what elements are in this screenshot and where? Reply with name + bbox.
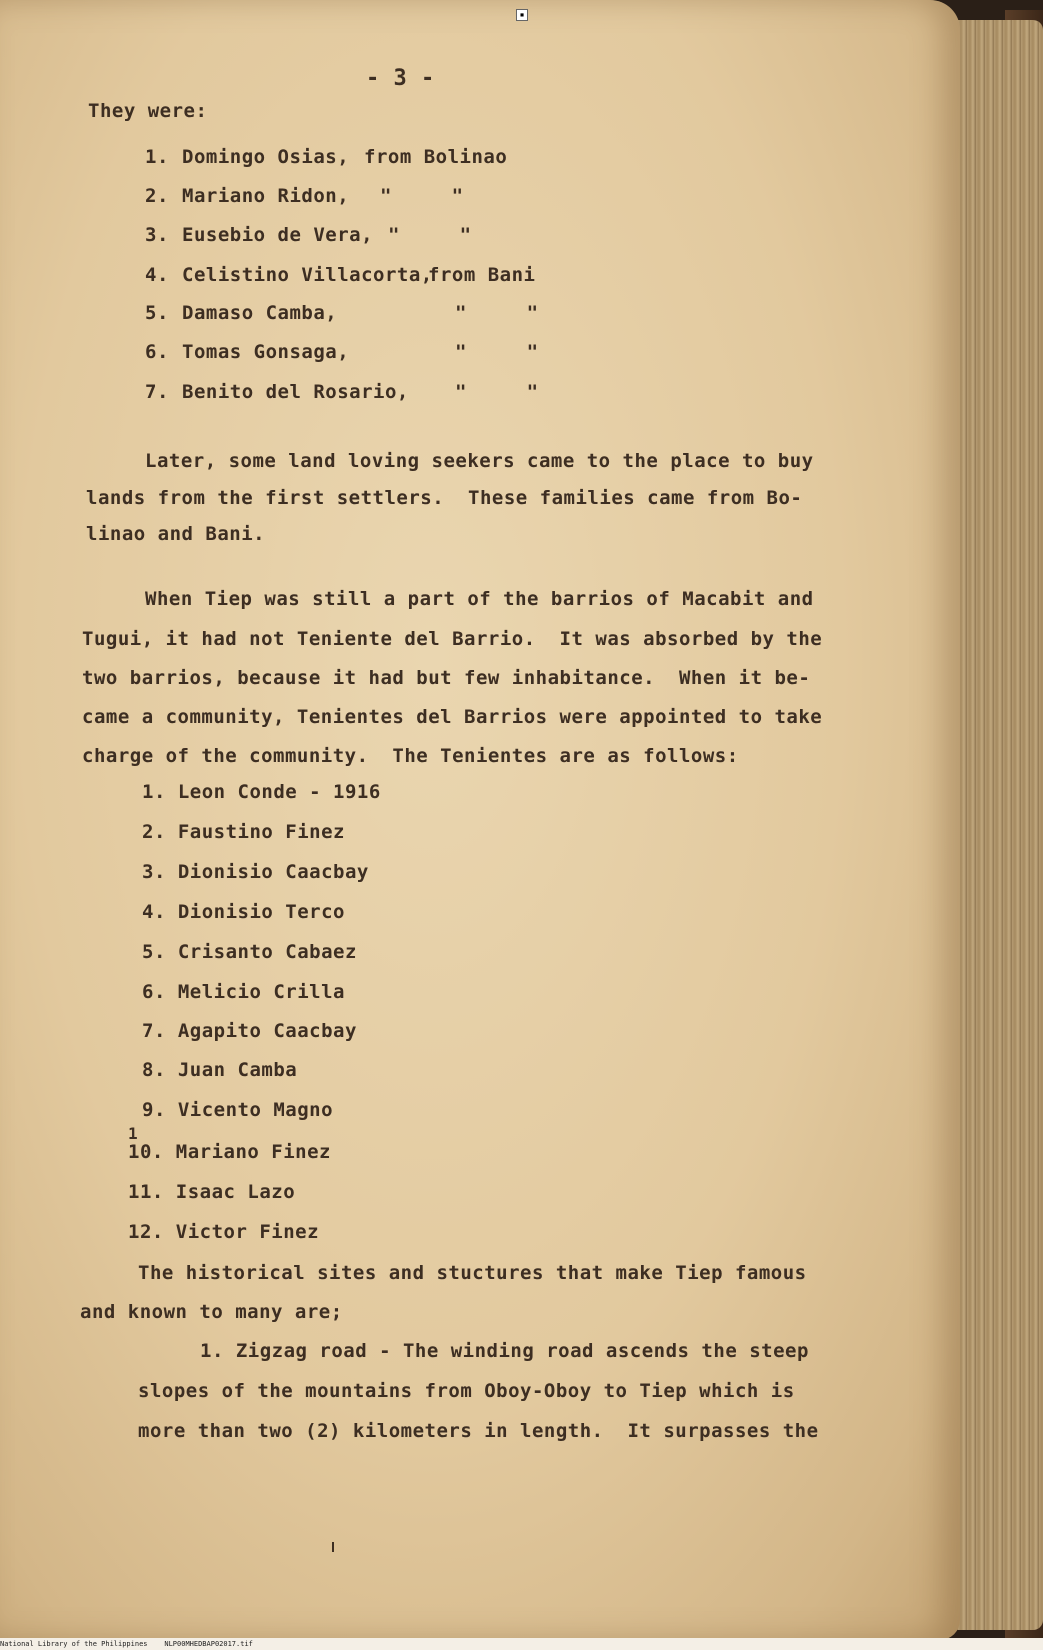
list-item: 9. Vicento Magno: [142, 1099, 334, 1121]
margin-mark: 1: [128, 1124, 139, 1143]
scan-marker-icon: ▪: [516, 9, 528, 21]
list-item: 8. Juan Camba: [142, 1059, 298, 1081]
intro-line: They were:: [88, 100, 208, 122]
ink-mark: [332, 1542, 334, 1552]
list-item: 11. Isaac Lazo: [128, 1181, 296, 1203]
list-item: 3. Dionisio Caacbay: [142, 861, 369, 883]
list-item: 5. Crisanto Cabaez: [142, 941, 357, 963]
list-item: 7. Agapito Caacbay: [142, 1020, 357, 1042]
scan-footer: [0, 1638, 1043, 1650]
list-item: 1. Leon Conde - 1916: [142, 781, 381, 803]
list-item: 10. Mariano Finez: [128, 1141, 331, 1163]
document-page: - 3 - They were: 1. Domingo Osias, from Bolinao 2. Mariano Ridon, " " 3. Eusebio de Vera, " " 4. Celistino Villacorta, from Bani 5. Damaso Camba, " " 6. Tomas Gonsaga, " " 7. Benito del Rosario, " " Later, some land loving seekers came to the place to buy lands from the first settlers. These families came from Bo- linao and Bani. When Tiep was still a part of the barrios of Macabit and Tugui, it had not Teniente del Barrio. It was absorbed by the two barrios, because it had but few inhabitance. When it be- came a community, Tenientes del Barrios were appointed to take charge of the community. The Tenientes are as follows: 1. Leon Conde - 1916 2. Faustino Finez 3. Dionisio Caacbay 4. Dionisio Terco 5. Crisanto Cabaez 6. Melicio Crilla 7. Agapito Caacbay 8. Juan Camba 9. Vicento Magno 1 10. Mariano Finez 11. Isaac Lazo 12. Victor Finez The historical sites and stuctures that make Tiep famous and known to many are; 1. Zigzag road - The winding road ascends the steep slopes of the mountains from Oboy-Oboy to Tiep which is more than two (2) kilometers in length. It surpasses the: [0, 0, 960, 1640]
footer-source: National Library of the Philippines: [0, 1640, 148, 1648]
page-number: - 3 -: [366, 66, 435, 91]
list-item: 12. Victor Finez: [128, 1221, 320, 1243]
list-item: 4. Dionisio Terco: [142, 901, 345, 923]
list-item: 6. Melicio Crilla: [142, 981, 345, 1003]
list-item: 2. Faustino Finez: [142, 821, 345, 843]
footer-filename: NLP00MHEDBAP02017.tif: [164, 1640, 253, 1648]
